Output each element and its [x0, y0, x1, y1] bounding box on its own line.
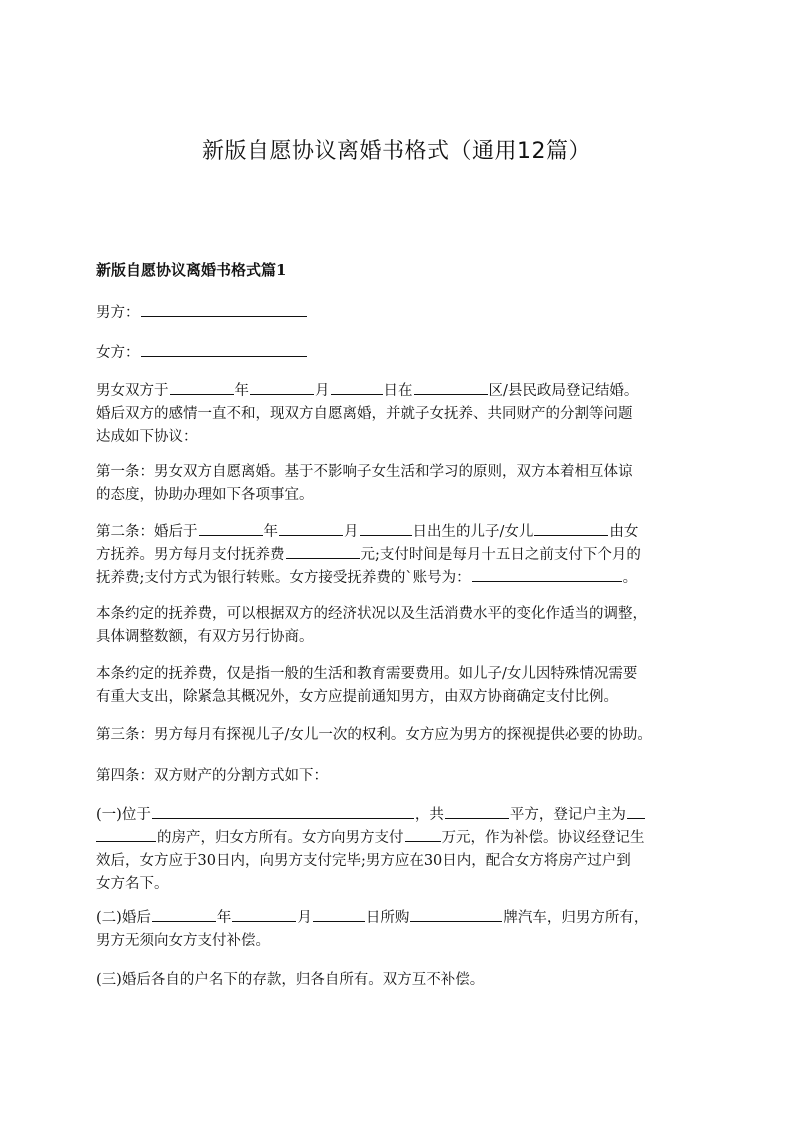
paragraph-line: 抚养费;支付方式为银行转账。女方接受抚养费的`账号为： 。 — [96, 567, 708, 590]
paragraph-line: 有重大支出，除紧急其概况外，女方应提前通知男方，由双方协商确定支付比例。 — [96, 689, 618, 705]
paragraph-line: 具体调整数额，有双方另行协商。 — [96, 629, 314, 645]
owner-blank — [627, 804, 645, 819]
amount-blank — [286, 544, 360, 559]
paragraph-line: 第二条：婚后于 年 月 日出生的儿子/女儿 由女 — [96, 521, 708, 544]
paragraph-line: 的态度，协助办理如下各项事宜。 — [96, 487, 314, 503]
male-line — [96, 302, 708, 325]
area-blank — [445, 804, 509, 819]
paragraph-property-house — [96, 804, 708, 896]
paragraph-line: 的房产，归女方所有。女方向男方支付 万元，作为补偿。协议经登记生 — [96, 827, 708, 850]
paragraph-line: 效后，女方应于30日内，向男方支付完毕;男方应在30日内，配合女方将房产过户到 — [96, 853, 631, 869]
paragraph-line: 第一条：男女双方自愿离婚。基于不影响子女生活和学习的原则，双方本着相互体谅 — [96, 464, 633, 480]
female-name-blank — [141, 342, 307, 357]
female-label: 女方： — [96, 345, 140, 361]
month-blank — [250, 380, 314, 395]
paragraph-support-scope — [96, 663, 708, 709]
section-heading: 新版自愿协议离婚书格式篇1 — [96, 261, 287, 279]
paragraph-line: 男方无须向女方支付补偿。 — [96, 933, 270, 949]
paragraph-article-2 — [96, 521, 708, 590]
owner-blank-cont — [96, 827, 156, 842]
paragraph-line: (一)位于 ，共 平方，登记户主为 — [96, 804, 708, 827]
paragraph-line: 方抚养。男方每月支付抚养费 元;支付时间是每月十五日之前支付下个月的 — [96, 544, 708, 567]
paragraph-line: 男女双方于 年 月 日在 区/县民政局登记结婚。 — [96, 380, 708, 403]
female-line — [96, 342, 708, 365]
male-label: 男方： — [96, 305, 140, 321]
paragraph-support-adjust — [96, 603, 708, 649]
paragraph-article-3 — [96, 724, 708, 747]
paragraph-line: 本条约定的抚养费，仅是指一般的生活和教育需要费用。如儿子/女儿因特殊情况需要 — [96, 666, 638, 682]
location-blank — [152, 804, 414, 819]
day-blank — [360, 521, 412, 536]
male-name-blank — [141, 302, 307, 317]
document-title: 新版自愿协议离婚书格式（通用12篇） — [202, 139, 591, 164]
paragraph-line: 第三条：男方每月有探视儿子/女儿一次的权利。女方应为男方的探视提供必要的协助。 — [96, 727, 652, 743]
month-blank — [279, 521, 343, 536]
year-blank — [170, 380, 234, 395]
paragraph-line: 第四条：双方财产的分割方式如下： — [96, 768, 328, 784]
year-blank — [152, 907, 216, 922]
compensation-blank — [405, 827, 441, 842]
paragraph-line: 达成如下协议： — [96, 429, 198, 445]
year-blank — [199, 521, 263, 536]
account-blank — [472, 567, 622, 582]
paragraph-article-1 — [96, 461, 708, 507]
paragraph-line: 女方名下。 — [96, 876, 169, 892]
day-blank — [313, 907, 365, 922]
paragraph-article-4 — [96, 765, 708, 788]
paragraph-line: 本条约定的抚养费，可以根据双方的经济状况以及生活消费水平的变化作适当的调整， — [96, 606, 647, 622]
paragraph-line: (三)婚后各自的户名下的存款，归各自所有。双方互不补偿。 — [96, 972, 485, 988]
district-blank — [414, 380, 488, 395]
day-blank — [331, 380, 383, 395]
car-brand-blank — [410, 907, 502, 922]
paragraph-marriage — [96, 380, 708, 449]
paragraph-property-savings — [96, 969, 708, 992]
child-name-blank — [534, 521, 608, 536]
paragraph-line: (二)婚后 年 月 日所购 牌汽车，归男方所有， — [96, 907, 708, 930]
month-blank — [232, 907, 296, 922]
paragraph-property-car — [96, 907, 708, 953]
paragraph-line: 婚后双方的感情一直不和，现双方自愿离婚，并就子女抚养、共同财产的分割等问题 — [96, 406, 633, 422]
